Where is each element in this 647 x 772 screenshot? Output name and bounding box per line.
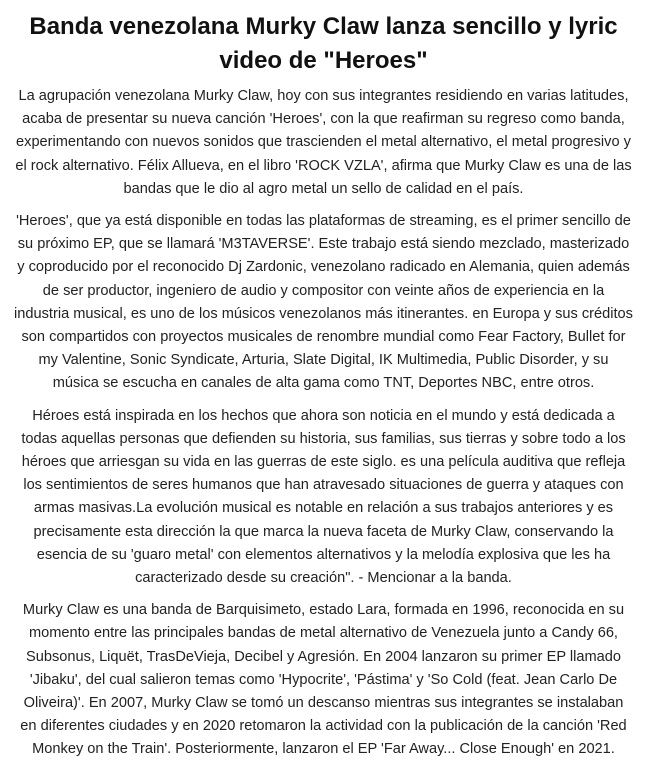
article-title: Banda venezolana Murky Claw lanza sencillo y lyric video de "Heroes" [29,13,618,74]
article [0,10,647,762]
article-paragraph-history: Murky Claw es una banda de Barquisimeto, estado Lara, formada en 1996, reconocida en su momento entre las principales bandas de metal alternativo de Venezuela junto a Candy 66, Subsonus, Liquët, TrasDeVieja, Decibel y Agresión. En 2004 lanzaron su primer EP llamado 'Jibaku', del cual salieron temas como 'Hypocrite', 'Pástima' y 'So Cold (feat. Jean Carlo De Oliveira)'. En 2007, Murky Claw se tomó un descanso mientras sus integrantes se instalaban en diferentes ciudades y en 2020 retomaron la actividad con la publicación de la canción 'Red Monkey on the Train'. Posteriormente, lanzaron el EP 'Far Away... Close Enough' en 2021. [20,602,627,758]
article-paragraph-intro: La agrupación venezolana Murky Claw, hoy con sus integrantes residiendo en varias latitudes, acaba de presentar su nueva canción 'Heroes', con la que reafirman su regreso como banda, experimentando con nuevos sonidos que trascienden el metal alternativo, el metal progresivo y el rock alternativo. Félix Allueva, en el libro 'ROCK VZLA', afirma que Murky Claw es una de las bandas que le dio al agro metal un sello de calidad en el país. [15,88,632,197]
article-paragraph-single: 'Heroes', que ya está disponible en todas las plataformas de streaming, es el primer sencillo de su próximo EP, que se llamará 'M3TAVERSE'. Este trabajo está siendo mezclado, masterizado y coproducido por el reconocido Dj Zardonic, venezolano radicado en Alemania, quien además de ser productor, ingeniero de audio y compositor con veinte años de experiencia en la industria musical, es uno de los músicos venezolanos más itinerantes. en Europa y sus créditos son compartidos con proyectos musicales de renombre mundial como Fear Factory, Bullet for my Valentine, Sonic Syndicate, Arturia, Slate Digital, IK Multimedia, Public Disorder, y su música se escucha en canales de alta gama como TNT, Deportes NBC, entre otros. [14,213,633,392]
article-paragraph-inspiration: Héroes está inspirada en los hechos que ahora son noticia en el mundo y está dedicada a todas aquellas personas que defienden su historia, sus familias, sus tierras y sobre todo a los héroes que arriesgan su vida en las guerras de este siglo. es una película auditiva que refleja los sentimientos de seres humanos que han atravesado situaciones de guerra y ataques con armas masivas.La evolución musical es notable en relación a sus trabajos anteriores y es precisamente esta dirección la que marca la nueva faceta de Murky Claw, conservando la esencia de su 'guaro metal' con elementos alternativos y la melodía explosiva que les ha caracterizado desde su creación". - Mencionar a la banda. [21,407,626,587]
